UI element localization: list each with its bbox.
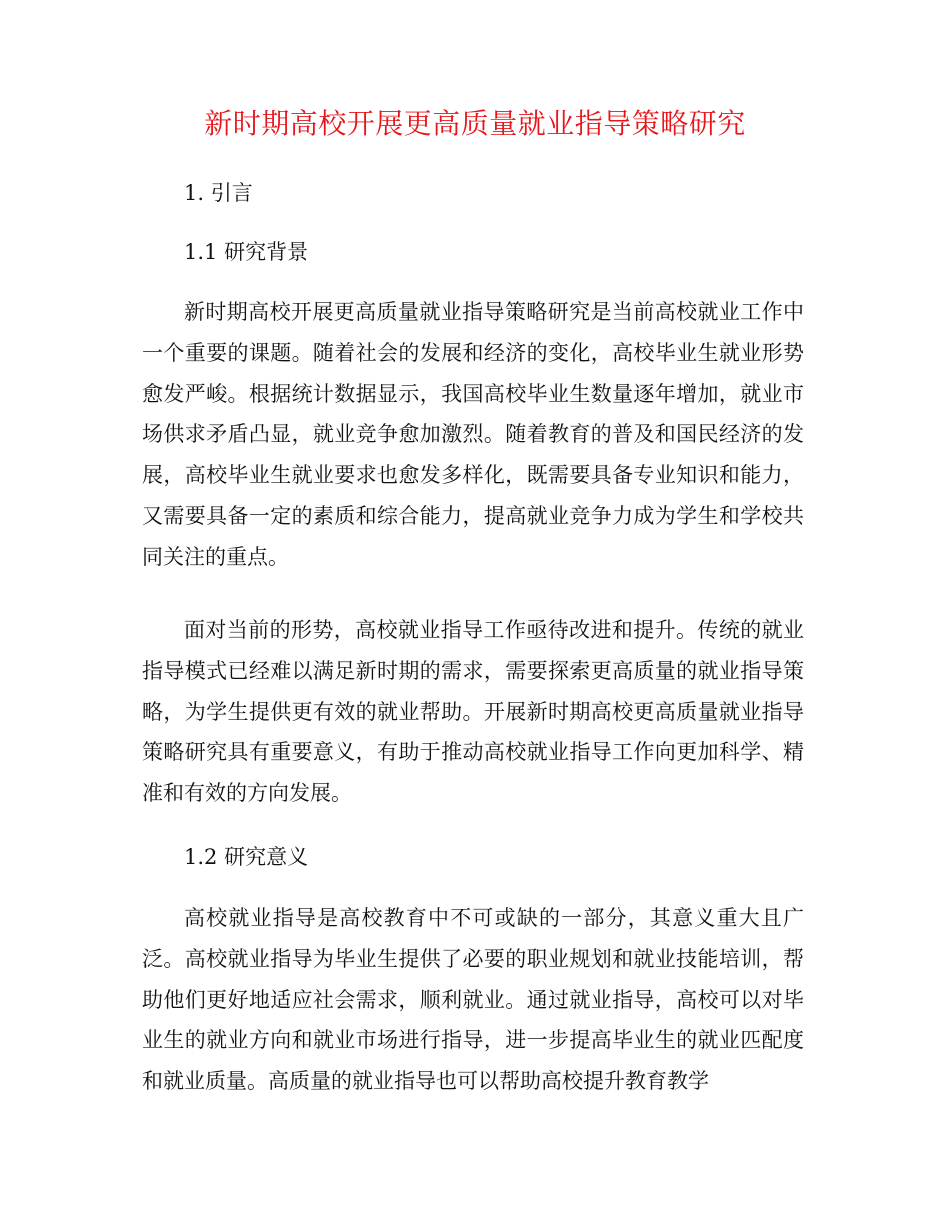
section-heading-significance: 1.2 研究意义: [184, 845, 309, 869]
paragraph-background-2: 面对当前的形势，高校就业指导工作亟待改进和提升。传统的就业指导模式已经难以满足新时期的需求，需要探索更高质量的就业指导策略，为学生提供更有效的就业帮助。开展新时期高校更高质量就业指导策略研究具有重要意义，有助于推动高校就业指导工作向更加科学、精准和有效的方向发展。: [142, 618, 804, 806]
section-heading-background: 1.1 研究背景: [184, 240, 309, 264]
document-title: 新时期高校开展更高质量就业指导策略研究: [204, 107, 746, 140]
section-heading-introduction: 1. 引言: [184, 181, 253, 205]
paragraph-background-1: 新时期高校开展更高质量就业指导策略研究是当前高校就业工作中一个重要的课题。随着社会的发展和经济的变化，高校毕业生就业形势愈发严峻。根据统计数据显示，我国高校毕业生数量逐年增加，就业市场供求矛盾凸显，就业竞争愈加激烈。随着教育的普及和国民经济的发展，高校毕业生就业要求也愈发多样化，既需要具备专业知识和能力，又需要具备一定的素质和综合能力，提高就业竞争力成为学生和学校共同关注的重点。: [142, 300, 804, 569]
paragraph-significance-1: 高校就业指导是高校教育中不可或缺的一部分，其意义重大且广泛。高校就业指导为毕业生提供了必要的职业规划和就业技能培训，帮助他们更好地适应社会需求，顺利就业。通过就业指导，高校可以对毕业生的就业方向和就业市场进行指导，进一步提高毕业生的就业匹配度和就业质量。高质量的就业指导也可以帮助高校提升教育教学: [142, 906, 804, 1094]
